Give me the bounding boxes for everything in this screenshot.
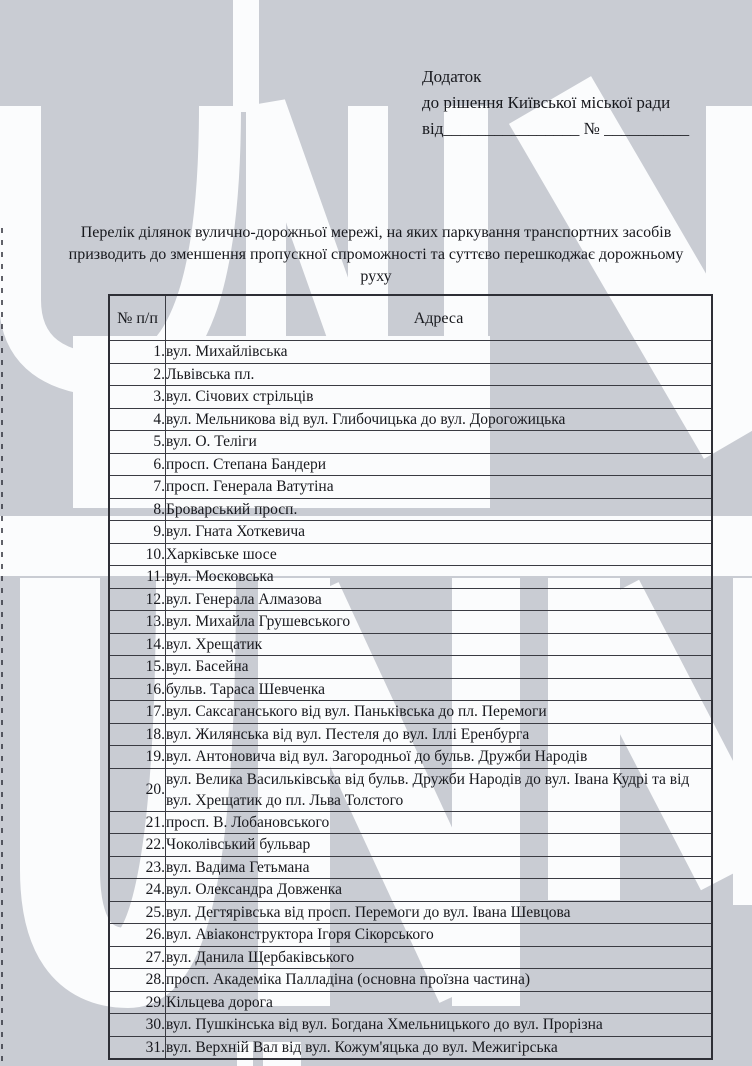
row-number: 15. — [109, 656, 166, 679]
table-row — [109, 543, 712, 566]
row-number: 13. — [109, 611, 166, 634]
header-decision-line: до рішення Київської міської ради — [422, 93, 671, 112]
table-row — [109, 363, 712, 386]
row-address: вул. Антоновича від вул. Загородньої до бульв. Дружби Народів — [166, 746, 713, 769]
table-row — [109, 453, 712, 476]
table-row — [109, 701, 712, 724]
row-number: 3. — [109, 386, 166, 409]
header-date-number-line — [422, 116, 732, 142]
row-address: Харківське шосе — [166, 543, 713, 566]
row-number: 27. — [109, 946, 166, 969]
row-number: 25. — [109, 901, 166, 924]
row-address: вул. Саксаганського від вул. Паньківська до пл. Перемоги — [166, 701, 713, 724]
scan-edge-artifact — [1, 228, 3, 1066]
row-address: Львівська пл. — [166, 363, 713, 386]
table-row — [109, 633, 712, 656]
column-header-number: № п/п — [109, 295, 166, 341]
document-title-line: руху — [360, 268, 392, 285]
row-address: вул. О. Теліги — [166, 431, 713, 454]
table-row — [109, 969, 712, 992]
document-title-line: призводить до зменшення пропускної спроможності та суттєво перешкоджає дорожньому — [68, 246, 684, 263]
table-row — [109, 521, 712, 544]
row-number: 19. — [109, 746, 166, 769]
row-address: просп. Генерала Ватутіна — [166, 476, 713, 499]
row-address: вул. Данила Щербаківського — [166, 946, 713, 969]
document-title-line: Перелік ділянок вулично-дорожньої мережі, на яких паркування транспортних засобів — [80, 224, 672, 241]
row-number: 8. — [109, 498, 166, 521]
row-number: 26. — [109, 924, 166, 947]
header-date-label: від — [422, 119, 444, 138]
row-address: просп. Академіка Палладіна (основна проїзна частина) — [166, 969, 713, 992]
table-row — [109, 991, 712, 1014]
table-row — [109, 901, 712, 924]
row-address: Кільцева дорога — [166, 991, 713, 1014]
row-address: вул. Михайла Грушевського — [166, 611, 713, 634]
table-row — [109, 611, 712, 634]
table-row — [109, 588, 712, 611]
row-address: вул. Січових стрільців — [166, 386, 713, 409]
row-number: 7. — [109, 476, 166, 499]
row-number: 17. — [109, 701, 166, 724]
table-row — [109, 656, 712, 679]
row-number: 23. — [109, 856, 166, 879]
row-number: 31. — [109, 1036, 166, 1059]
row-number: 16. — [109, 678, 166, 701]
table-row — [109, 946, 712, 969]
row-number: 28. — [109, 969, 166, 992]
row-number: 24. — [109, 879, 166, 902]
table-header-row — [109, 295, 712, 341]
row-number: 18. — [109, 723, 166, 746]
row-address: вул. Авіаконструктора Ігоря Сікорського — [166, 924, 713, 947]
row-address: вул. Верхній Вал від вул. Кожум'яцька до вул. Межигірська — [166, 1036, 713, 1059]
table-row — [109, 678, 712, 701]
row-address: бульв. Тараса Шевченка — [166, 678, 713, 701]
table-row — [109, 408, 712, 431]
row-number: 30. — [109, 1014, 166, 1037]
document-title — [40, 222, 712, 288]
header-appendix-label: Додаток — [422, 67, 482, 86]
row-number: 4. — [109, 408, 166, 431]
row-address: вул. Басейна — [166, 656, 713, 679]
table-row — [109, 924, 712, 947]
table-row — [109, 431, 712, 454]
row-number: 29. — [109, 991, 166, 1014]
row-address: Броварський просп. — [166, 498, 713, 521]
row-number: 14. — [109, 633, 166, 656]
row-address: вул. Михайлівська — [166, 341, 713, 364]
table-row — [109, 811, 712, 834]
header-number-blank: __________ — [604, 119, 690, 138]
row-address: просп. Степана Бандери — [166, 453, 713, 476]
table-row — [109, 723, 712, 746]
table-row — [109, 746, 712, 769]
row-number: 2. — [109, 363, 166, 386]
row-address: вул. Генерала Алмазова — [166, 588, 713, 611]
row-address: просп. В. Лобановського — [166, 811, 713, 834]
row-address: вул. Жилянська від вул. Пестеля до вул. Іллі Еренбурга — [166, 723, 713, 746]
row-address: Чоколівський бульвар — [166, 834, 713, 857]
row-address: вул. Мельникова від вул. Глибочицька до вул. Дорогожицька — [166, 408, 713, 431]
row-address: вул. Велика Васильківська від бульв. Дружби Народів до вул. Івана Кудрі та від вул. Хрещатик до пл. Льва Толстого — [166, 768, 713, 811]
header-date-blank: ________________ — [443, 119, 580, 138]
table-row — [109, 566, 712, 589]
row-number: 10. — [109, 543, 166, 566]
row-number: 6. — [109, 453, 166, 476]
table-row — [109, 498, 712, 521]
table-row — [109, 834, 712, 857]
row-number: 22. — [109, 834, 166, 857]
document-header-block — [422, 64, 732, 142]
row-number: 5. — [109, 431, 166, 454]
row-number: 9. — [109, 521, 166, 544]
table-row — [109, 856, 712, 879]
table-row — [109, 386, 712, 409]
row-address: вул. Хрещатик — [166, 633, 713, 656]
row-number: 11. — [109, 566, 166, 589]
row-number: 12. — [109, 588, 166, 611]
row-address: вул. Московська — [166, 566, 713, 589]
row-number: 1. — [109, 341, 166, 364]
row-address: вул. Пушкінська від вул. Богдана Хмельницького до вул. Прорізна — [166, 1014, 713, 1037]
street-list-table — [108, 294, 713, 1060]
table-row — [109, 879, 712, 902]
table-row — [109, 341, 712, 364]
table-row — [109, 476, 712, 499]
row-address: вул. Гната Хоткевича — [166, 521, 713, 544]
header-number-sign: № — [583, 119, 600, 138]
row-number: 20. — [109, 768, 166, 811]
row-address: вул. Дегтярівська від просп. Перемоги до вул. Івана Шевцова — [166, 901, 713, 924]
row-address: вул. Олександра Довженка — [166, 879, 713, 902]
table-row — [109, 1014, 712, 1037]
table-row — [109, 1036, 712, 1059]
column-header-address: Адреса — [166, 295, 713, 341]
row-number: 21. — [109, 811, 166, 834]
row-address: вул. Вадима Гетьмана — [166, 856, 713, 879]
table-row — [109, 768, 712, 811]
table-body — [109, 341, 712, 1060]
